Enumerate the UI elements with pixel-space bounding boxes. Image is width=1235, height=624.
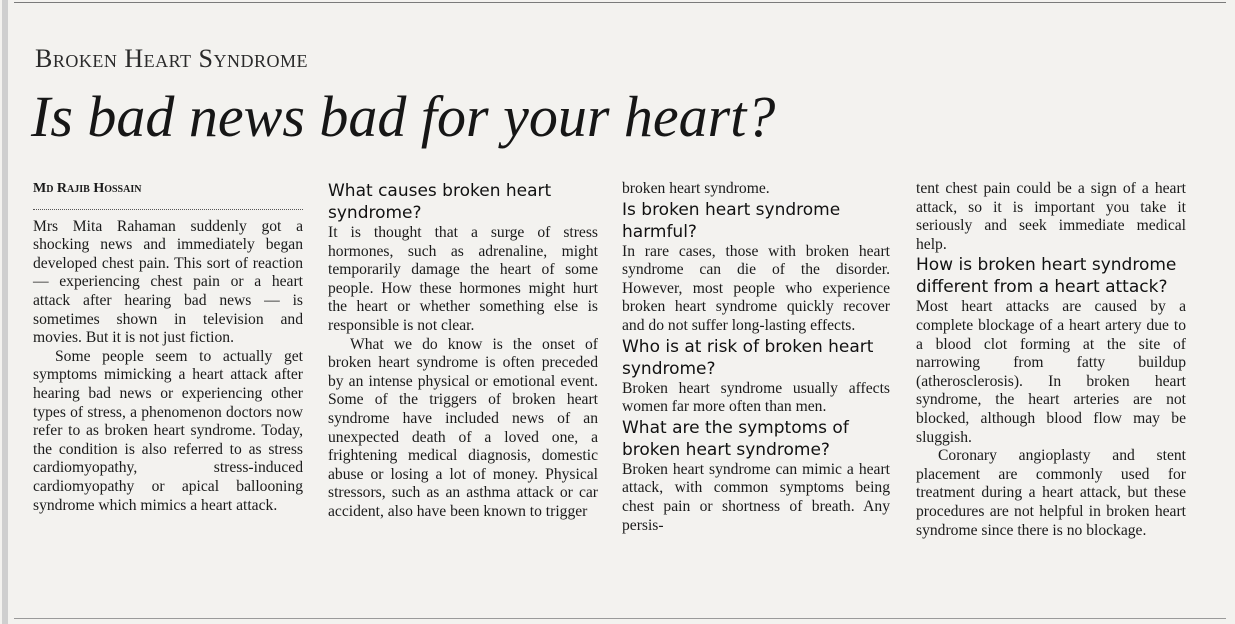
paragraph: What we do know is the onset of broken heart syndrome is often preceded by an intense physical or emotional event. Some of the triggers of broken heart syndrome have included news of an unexpected death of a loved one, a frightening medical diagnosis, domestic abuse or losing a lot of money. Physical stressors, such as an asthma attack or car accident, also have been known to trigger: [328, 335, 598, 520]
subheading: How is broken heart syndrome different from a heart attack?: [916, 255, 1177, 298]
column-1: [33, 180, 303, 515]
byline: Md Rajib Hossain: [33, 180, 303, 210]
column-4: [916, 180, 1186, 540]
paragraph: Coronary angioplasty and stent placement are commonly used for treatment during a heart attack, but these procedures are not helpful in broken heart syndrome since there is no blockage.: [916, 447, 1186, 539]
paragraph: It is thought that a surge of stress hormones, such as adrenaline, might temporarily damage the heart of some people. How these hormones might hurt the heart or whether something else is responsible is not clear.: [328, 224, 598, 334]
subheading: What causes broken heart syndrome?: [328, 181, 552, 223]
subheading: Who is at risk of broken heart syndrome?: [622, 336, 874, 379]
section-kicker: Broken Heart Syndrome: [35, 44, 308, 73]
column-3: [622, 180, 890, 535]
paragraph: Broken heart syndrome can mimic a heart attack, with common symptoms being chest pain or shortness of breath. Any persis-: [622, 460, 890, 534]
paragraph: Broken heart syndrome usually affects women far more often than men.: [622, 379, 890, 416]
top-rule: [14, 2, 1226, 3]
paragraph-continued: broken heart syndrome.: [622, 180, 770, 197]
column-2: [328, 180, 598, 522]
paragraph: In rare cases, those with broken heart syndrome can die of the disorder. However, most people who experience broken heart syndrome quickly recover and do not suffer long-lasting effects.: [622, 242, 890, 334]
paragraph: Some people seem to actually get symptoms mimicking a heart attack after hearing bad news or experiencing other types of stress, a phenomenon doctors now refer to as broken heart syndrome. Today, the condition is also referred to as stress cardiomyopathy, stress-induced cardiomyopathy or apical ballooning syndrome which mimics a heart attack.: [33, 347, 303, 514]
paragraph: Most heart attacks are caused by a complete blockage of a heart artery due to a blood clot forming at the site of narrowing from fatty buildup (atherosclerosis). In broken heart syndrome, the heart arteries are not blocked, although blood flow may be sluggish.: [916, 298, 1186, 446]
subheading: What are the symptoms of broken heart syndrome?: [622, 417, 849, 460]
paragraph-continued: tent chest pain could be a sign of a heart attack, so it is important you take it seriously and seek immediate medical help.: [916, 180, 1186, 253]
page-edge-shadow: [2, 0, 8, 624]
subheading: Is broken heart syndrome harmful?: [622, 199, 841, 242]
headline: Is bad news bad for your heart?: [31, 84, 776, 149]
bottom-rule: [14, 618, 1226, 619]
paragraph: Mrs Mita Rahaman suddenly got a shocking news and immediately began developed chest pain. This sort of reaction — experiencing chest pain or a heart attack after hearing bad news — is sometimes shown in television and movies. But it is not just fiction.: [33, 217, 303, 347]
